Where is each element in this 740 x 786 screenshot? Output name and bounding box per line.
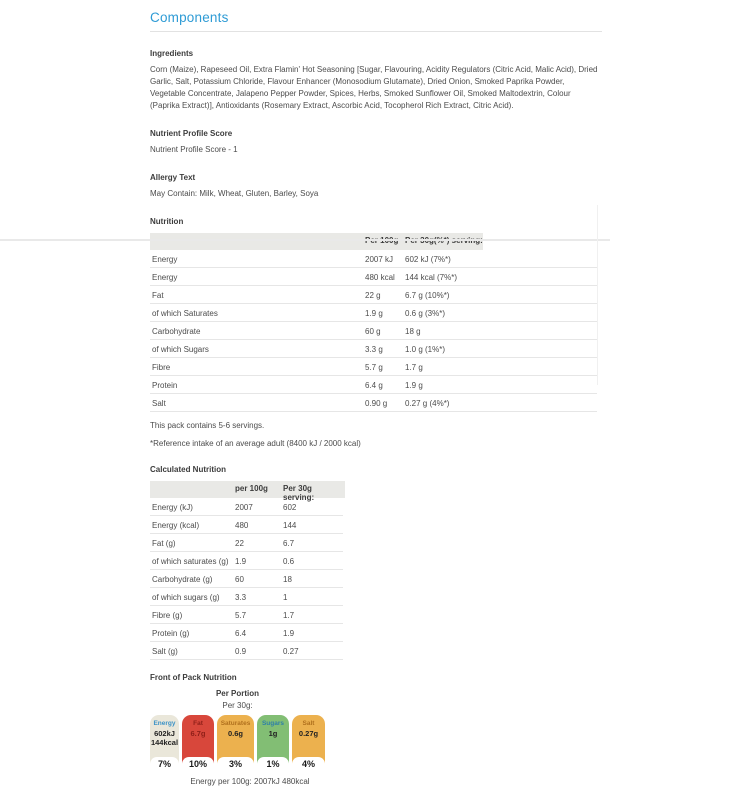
row-per100: 3.3 xyxy=(235,593,247,602)
row-per100: 0.90 g xyxy=(365,399,388,408)
allergy-text: May Contain: Milk, Wheat, Gluten, Barley, Soya xyxy=(150,189,319,198)
table-row xyxy=(150,570,343,588)
table-row xyxy=(150,588,343,606)
fop-salt-ri: 4% xyxy=(292,757,325,772)
nutrition-heading: Nutrition xyxy=(150,217,184,226)
row-per30: 1.7 xyxy=(283,611,295,620)
page-divider-line xyxy=(0,239,610,241)
fop-fat-ri: 10% xyxy=(182,757,214,772)
table-edge-line xyxy=(597,205,598,385)
row-per30: 0.6 g (3%*) xyxy=(405,309,446,318)
fop-saturates-name: Saturates xyxy=(220,720,251,727)
fop-energy-value-kj: 602kJ xyxy=(154,729,175,738)
table-row xyxy=(150,624,343,642)
row-label: Energy xyxy=(152,255,178,264)
row-per100: 2007 kJ xyxy=(365,255,394,264)
table-row xyxy=(150,250,597,268)
row-per100: 22 g xyxy=(365,291,381,300)
row-per30: 0.27 xyxy=(283,647,299,656)
row-per100: 6.4 xyxy=(235,629,247,638)
row-label: of which sugars (g) xyxy=(152,593,220,602)
table-row xyxy=(150,642,343,660)
fop-fat-value: 6.7g xyxy=(190,729,206,738)
row-label: of which Sugars xyxy=(152,345,209,354)
fop-label-salt xyxy=(292,715,325,772)
row-per100: 480 kcal xyxy=(365,273,395,282)
per-portion-label: Per Portion xyxy=(215,689,260,698)
reference-intake-note: *Reference intake of an average adult (8400 kJ / 2000 kcal) xyxy=(150,439,361,448)
components-content xyxy=(150,10,602,786)
col-per30g: Per 30g serving: xyxy=(283,484,315,502)
page-title: Components xyxy=(150,10,229,25)
nutrition-table-header xyxy=(150,233,483,250)
table-row xyxy=(150,606,343,624)
row-per100: 5.7 g xyxy=(365,363,383,372)
servings-note: This pack contains 5-6 servings. xyxy=(150,421,265,430)
table-row xyxy=(150,358,597,376)
fop-salt-name: Salt xyxy=(302,720,315,727)
row-per100: 22 xyxy=(235,539,244,548)
row-label: Fat xyxy=(152,291,164,300)
fop-energy-name: Energy xyxy=(153,720,176,727)
col-per100g: per 100g xyxy=(235,484,268,493)
nutrition-table xyxy=(150,233,602,412)
table-row xyxy=(150,534,343,552)
table-row xyxy=(150,340,597,358)
row-per30: 1.9 g xyxy=(405,381,423,390)
row-label: Fibre xyxy=(152,363,171,372)
title-divider xyxy=(150,31,602,32)
row-per30: 1 xyxy=(283,593,288,602)
row-per100: 3.3 g xyxy=(365,345,383,354)
row-per30: 0.6 xyxy=(283,557,295,566)
row-per100: 1.9 g xyxy=(365,309,383,318)
calculated-nutrition-table xyxy=(150,481,602,660)
row-label: Fat (g) xyxy=(152,539,176,548)
allergy-heading: Allergy Text xyxy=(150,173,196,182)
fop-fat-name: Fat xyxy=(193,720,203,727)
row-per30: 602 kJ (7%*) xyxy=(405,255,451,264)
fop-label-energy xyxy=(150,715,179,772)
fop-label-sugars xyxy=(257,715,289,772)
row-label: Protein xyxy=(152,381,178,390)
ingredients-heading: Ingredients xyxy=(150,49,194,58)
row-per100: 480 xyxy=(235,521,249,530)
row-per30: 602 xyxy=(283,503,297,512)
table-row xyxy=(150,516,343,534)
table-row xyxy=(150,552,343,570)
row-per30: 6.7 g (10%*) xyxy=(405,291,450,300)
fop-energy-value-kcal: 144kcal xyxy=(150,738,179,747)
row-per100: 6.4 g xyxy=(365,381,383,390)
portion-size-label: Per 30g: xyxy=(222,701,253,710)
row-per30: 144 xyxy=(283,521,297,530)
fop-label-fat xyxy=(182,715,214,772)
nutrient-profile-heading: Nutrient Profile Score xyxy=(150,129,233,138)
table-row xyxy=(150,498,343,516)
ingredients-text: Corn (Maize), Rapeseed Oil, Extra Flamin' Hot Seasoning [Sugar, Flavouring, Acidity Regulators (Citric Acid, Malic Acid), Dried Garlic, Salt, Potassium Chloride, Flavour Enhancer (Monosodium Glutamate), Dried Onion, Smoked Paprika Powder, Vegetable Concentrate, Jalapeno Pepper Powder, Spices, Herbs, Smoked Sunflower Oil, Smoked Maltodextrin, Colour (Paprika Extract)], Antioxidants (Rosemary Extract, Ascorbic Acid, Tocopherol Rich Extract, Citric Acid). xyxy=(150,65,598,110)
row-per30: 0.27 g (4%*) xyxy=(405,399,450,408)
fop-sugars-value: 1g xyxy=(268,729,278,738)
row-label: Energy (kcal) xyxy=(152,521,200,530)
row-label: Energy (kJ) xyxy=(152,503,193,512)
fop-salt-value: 0.27g xyxy=(298,729,319,738)
fop-saturates-ri: 3% xyxy=(217,757,254,772)
row-per30: 1.0 g (1%*) xyxy=(405,345,446,354)
fop-saturates-value: 0.6g xyxy=(227,729,243,738)
row-label: of which Saturates xyxy=(152,309,218,318)
row-per100: 5.7 xyxy=(235,611,247,620)
row-label: of which saturates (g) xyxy=(152,557,229,566)
table-row xyxy=(150,322,597,340)
table-row xyxy=(150,376,597,394)
row-per30: 18 xyxy=(283,575,292,584)
row-label: Carbohydrate (g) xyxy=(152,575,213,584)
fop-sugars-ri: 1% xyxy=(257,757,289,772)
fop-energy-per-100g-note: Energy per 100g: 2007kJ 480kcal xyxy=(190,777,310,786)
nutrient-profile-text: Nutrient Profile Score - 1 xyxy=(150,145,238,154)
row-per100: 1.9 xyxy=(235,557,247,566)
row-label: Carbohydrate xyxy=(152,327,201,336)
row-per30: 1.9 xyxy=(283,629,295,638)
calculated-table-header xyxy=(150,481,345,502)
calculated-nutrition-heading: Calculated Nutrition xyxy=(150,465,227,474)
table-row xyxy=(150,268,597,286)
row-per30: 18 g xyxy=(405,327,421,336)
row-per30: 1.7 g xyxy=(405,363,423,372)
row-label: Protein (g) xyxy=(152,629,190,638)
row-label: Salt (g) xyxy=(152,647,178,656)
front-of-pack-section xyxy=(150,672,602,786)
row-per100: 2007 xyxy=(235,503,253,512)
table-row xyxy=(150,304,597,322)
row-per30: 144 kcal (7%*) xyxy=(405,273,458,282)
row-label: Fibre (g) xyxy=(152,611,183,620)
front-of-pack-heading: Front of Pack Nutrition xyxy=(150,673,237,682)
fop-sugars-name: Sugars xyxy=(261,720,285,727)
fop-label-saturates xyxy=(217,715,254,772)
row-per100: 60 g xyxy=(365,327,381,336)
table-row xyxy=(150,286,597,304)
row-per30: 6.7 xyxy=(283,539,295,548)
table-row xyxy=(150,394,597,412)
row-label: Salt xyxy=(152,399,166,408)
fop-energy-ri: 7% xyxy=(150,757,179,772)
traffic-light-labels xyxy=(150,715,325,772)
row-per100: 0.9 xyxy=(235,647,247,656)
row-per100: 60 xyxy=(235,575,244,584)
row-label: Energy xyxy=(152,273,178,282)
